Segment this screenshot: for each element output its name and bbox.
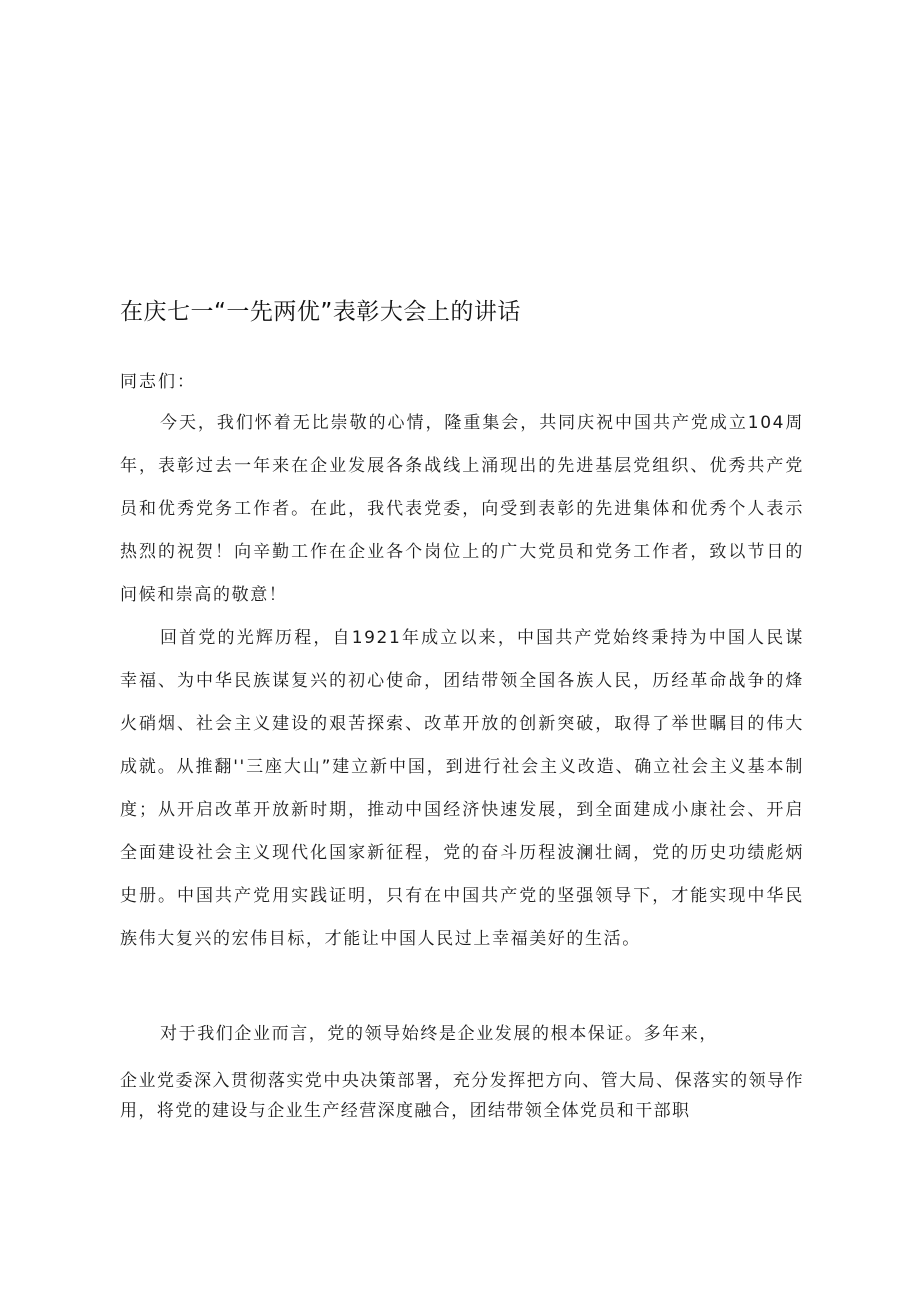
salutation: 同志们： <box>120 372 196 392</box>
paragraph-2: 回首党的光辉历程，自1921年成立以来，中国共产党始终秉持为中国人民谋幸福、为中华民族谋复兴的初心使命，团结带领全国各族人民，历经革命战争的烽火硝烟、社会主义建设的艰苦探索、改革开放的创新突破，取得了举世瞩目的伟大成就。从推翻''三座大山”建立新中国，到进行社会主义改造、确立社会主义基本制度；从开启改革开放新时期，推动中国经济快速发展，到全面建成小康社会、开启全面建设社会主义现代化国家新征程，党的奋斗历程波澜壮阔，党的历史功绩彪炳史册。中国共产党用实践证明，只有在中国共产党的坚强领导下，才能实现中华民族伟大复兴的宏伟目标，才能让中国人民过上幸福美好的生活。 <box>120 628 804 949</box>
paragraph-4: 企业党委深入贯彻落实党中央决策部署，充分发挥把方向、管大局、保落实的领导作用，将党的建设与企业生产经营深度融合，团结带领全体党员和干部职 <box>120 1071 804 1121</box>
paragraph-3: 对于我们企业而言，党的领导始终是企业发展的根本保证。多年来， <box>160 1024 718 1044</box>
document-title: 在庆七一“一先两优”表彰大会上的讲话 <box>120 299 521 325</box>
paragraph-1: 今天，我们怀着无比崇敬的心情，隆重集会，共同庆祝中国共产党成立104周年，表彰过去一年来在企业发展各条战线上涌现出的先进基层党组织、优秀共产党员和优秀党务工作者。在此，我代表党委，向受到表彰的先进集体和优秀个人表示热烈的祝贺！向辛勤工作在企业各个岗位上的广大党员和党务工作者，致以节日的问候和崇高的敬意！ <box>120 413 804 605</box>
